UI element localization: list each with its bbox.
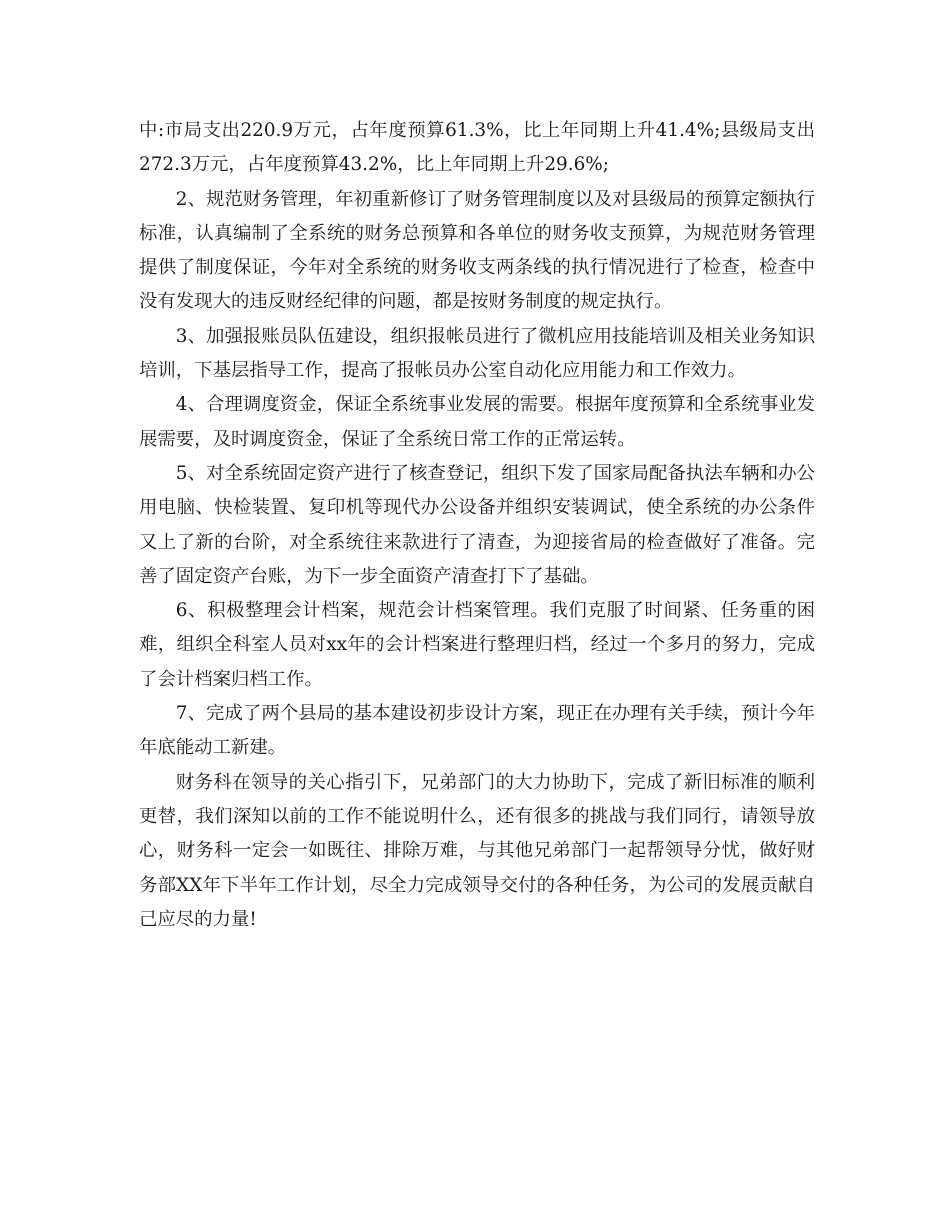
paragraph-item-3: 3、加强报账员队伍建设，组织报帐员进行了微机应用技能培训及相关业务知识培训，下基层指导工作，提高了报帐员办公室自动化应用能力和工作效力。 (139, 325, 815, 382)
paragraph-item-5: 5、对全系统固定资产进行了核查登记，组织下发了国家局配备执法车辆和办公用电脑、快检装置、复印机等现代办公设备并组织安装调试，使全系统的办公条件又上了新的台阶，对全系统往来款进行了清查，为迎接省局的检查做好了准备。完善了固定资产台账，为下一步全面资产清查打下了基础。 (139, 462, 815, 587)
paragraph-budget-continuation: 中:市局支出220.9万元，占年度预算61.3%，比上年同期上升41.4%;县级局支出272.3万元，占年度预算43.2%，比上年同期上升29.6%; (139, 120, 815, 176)
document-body (139, 114, 815, 937)
paragraph-item-4: 4、合理调度资金，保证全系统事业发展的需要。根据年度预算和全系统事业发展需要，及时调度资金，保证了全系统日常工作的正常运转。 (139, 394, 815, 450)
paragraph-item-2: 2、规范财务管理，年初重新修订了财务管理制度以及对县级局的预算定额执行标准，认真编制了全系统的财务总预算和各单位的财务收支预算，为规范财务管理提供了制度保证，今年对全系统的财务收支两条线的执行情况进行了检查，检查中没有发现大的违反财经纪律的问题，都是按财务制度的规定执行。 (139, 188, 815, 313)
paragraph-item-7: 7、完成了两个县局的基本建设初步设计方案，现正在办理有关手续，预计今年年底能动工新建。 (139, 703, 815, 759)
paragraph-conclusion: 财务科在领导的关心指引下，兄弟部门的大力协助下，完成了新旧标准的顺利更替，我们深知以前的工作不能说明什么，还有很多的挑战与我们同行，请领导放心，财务科一定会一如既往、排除万难，与其他兄弟部门一起帮领导分忧，做好财务部XX年下半年工作计划，尽全力完成领导交付的各种任务，为公司的发展贡献自己应尽的力量! (139, 771, 815, 930)
paragraph-item-6: 6、积极整理会计档案，规范会计档案管理。我们克服了时间紧、任务重的困难，组织全科室人员对xx年的会计档案进行整理归档，经过一个多月的努力，完成了会计档案归档工作。 (139, 600, 815, 690)
